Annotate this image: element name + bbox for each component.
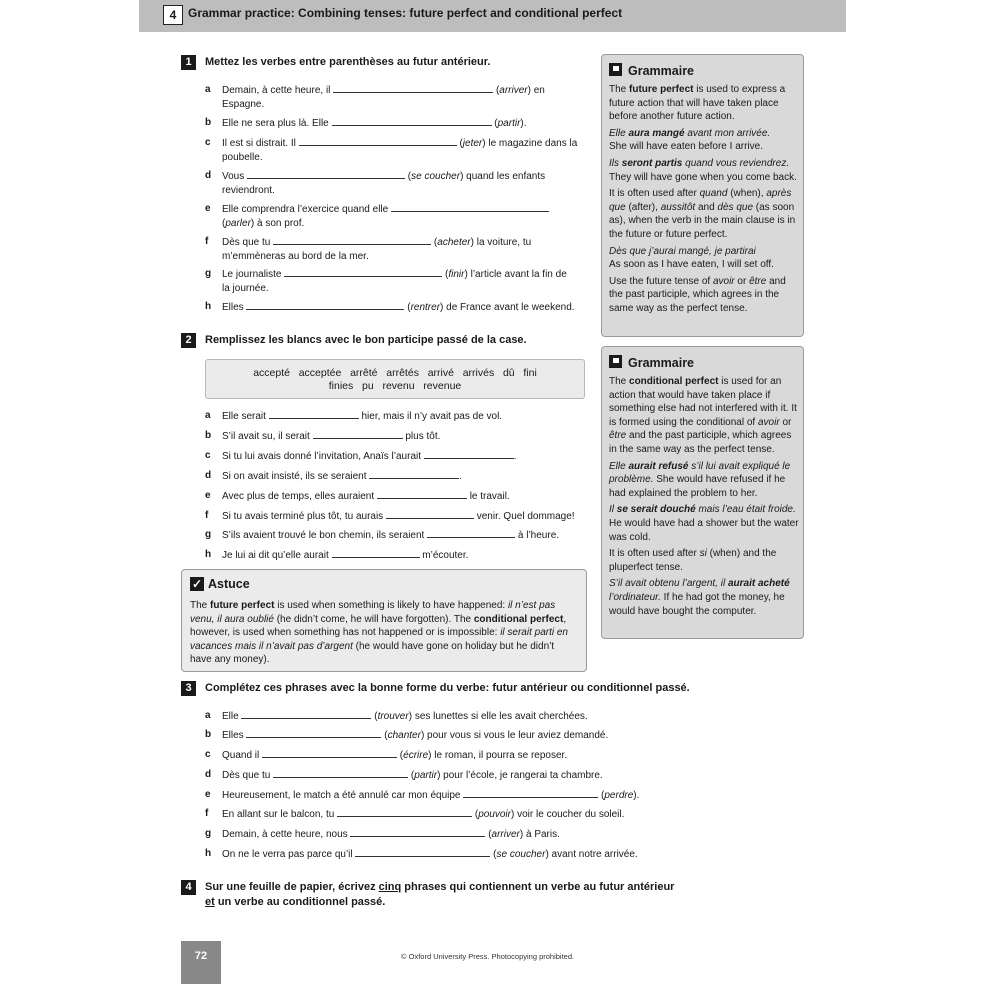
- answer-blank[interactable]: [427, 528, 515, 538]
- checkmark-icon: ✓: [191, 577, 203, 591]
- grammar-box-conditional-perfect: [601, 346, 804, 639]
- grammar-text: The future perfect is used to express a future action that will have taken place before another future action. Elle aura mangé avant mon arrivée. She will have eaten before I arrive. Ils seront partis quand vous reviendrez. They will have gone when you come back. It is often used after quand (when), après que (after), aussitôt and dès que (as soon as), when the verb in the main clause is in the future or future perfect. Dès que j’aurai mangé, je partirai As soon as I have eaten, I will set off. Use the future tense of avoir or être and the past participle, which agrees in the same way as the perfect tense.: [609, 84, 797, 314]
- grammar-icon: [609, 355, 622, 368]
- answer-blank[interactable]: [332, 548, 420, 558]
- answer-blank[interactable]: [463, 788, 598, 798]
- exercise-1-instruction: Mettez les verbes entre parenthèses au futur antérieur.: [205, 56, 491, 68]
- answer-blank[interactable]: [332, 116, 492, 126]
- answer-blank[interactable]: [246, 728, 381, 738]
- exercise-3-instruction: Complétez ces phrases avec la bonne forme du verbe: futur antérieur ou conditionnel passé.: [205, 682, 690, 694]
- exercise-4-instruction: Sur une feuille de papier, écrivez cinq phrases qui contiennent un verbe au futur antérieur et un verbe au conditionnel passé.: [205, 881, 675, 908]
- answer-blank[interactable]: [273, 235, 431, 245]
- unit-title: Grammar practice: Combining tenses: future perfect and conditional perfect: [188, 6, 623, 20]
- exercise-1-number: 1: [181, 55, 196, 70]
- grammar-title: Grammaire: [628, 356, 695, 370]
- answer-blank[interactable]: [247, 169, 405, 179]
- grammar-title: Grammaire: [628, 64, 695, 78]
- answer-blank[interactable]: [369, 469, 459, 479]
- answer-blank[interactable]: [262, 748, 397, 758]
- answer-blank[interactable]: [424, 449, 514, 459]
- word-box: [205, 359, 585, 399]
- exercise-2-instruction: Remplissez les blancs avec le bon participe passé de la case.: [205, 334, 527, 346]
- word-box-line-2: finies pu revenu revenue: [328, 380, 462, 392]
- answer-blank[interactable]: [269, 409, 359, 419]
- answer-blank[interactable]: [284, 267, 442, 277]
- astuce-title: Astuce: [208, 577, 250, 591]
- answer-blank[interactable]: [333, 83, 493, 93]
- answer-blank[interactable]: [241, 709, 371, 719]
- answer-blank[interactable]: [299, 136, 457, 146]
- copyright-notice: © Oxford University Press. Photocopying prohibited.: [401, 952, 575, 961]
- answer-blank[interactable]: [337, 807, 472, 817]
- astuce-text: The future perfect is used when something is likely to have happened: il n’est pas venu, il aura oublié (he didn’t come, he will have forgotten). The conditional perfect, however, is used when something has not happened or is impossible: il serait parti en vacances mais il n’avait pas d’argent (he would have gone on holiday but he didn’t have any money).: [190, 600, 568, 666]
- answer-blank[interactable]: [246, 300, 404, 310]
- exercise-3-number: 3: [181, 681, 196, 696]
- grammar-icon: [609, 63, 622, 76]
- answer-blank[interactable]: [355, 847, 490, 857]
- astuce-box: [181, 569, 587, 672]
- answer-blank[interactable]: [391, 202, 549, 212]
- grammar-text: The conditional perfect is used for an action that would have taken place if something else had not interfered with it. It is formed using the conditional of avoir or être and the past participle, which agrees in the same way as the perfect tense. Elle aurait refusé s’il lui avait expliqué le problème. She would have refused if he had explained the problem to her. Il se serait douché mais l’eau était froide. He would have had a shower but the water was cold. It is often used after si (when) and the pluperfect tense. S’il avait obtenu l’argent, il aurait acheté l’ordinateur. If he had got the money, he would have bought the computer.: [609, 376, 799, 617]
- answer-blank[interactable]: [273, 768, 408, 778]
- page-number: 72: [181, 941, 221, 984]
- exercise-4-number: 4: [181, 880, 196, 895]
- answer-blank[interactable]: [313, 429, 403, 439]
- answer-blank[interactable]: [386, 509, 474, 519]
- answer-blank[interactable]: [350, 827, 485, 837]
- grammar-box-future-perfect: [601, 54, 804, 337]
- exercise-2-number: 2: [181, 333, 196, 348]
- unit-number: 4: [163, 5, 183, 25]
- answer-blank[interactable]: [377, 489, 467, 499]
- word-box-line-1: accepté acceptée arrêté arrêtés arrivé arrivés dû fini: [253, 367, 537, 379]
